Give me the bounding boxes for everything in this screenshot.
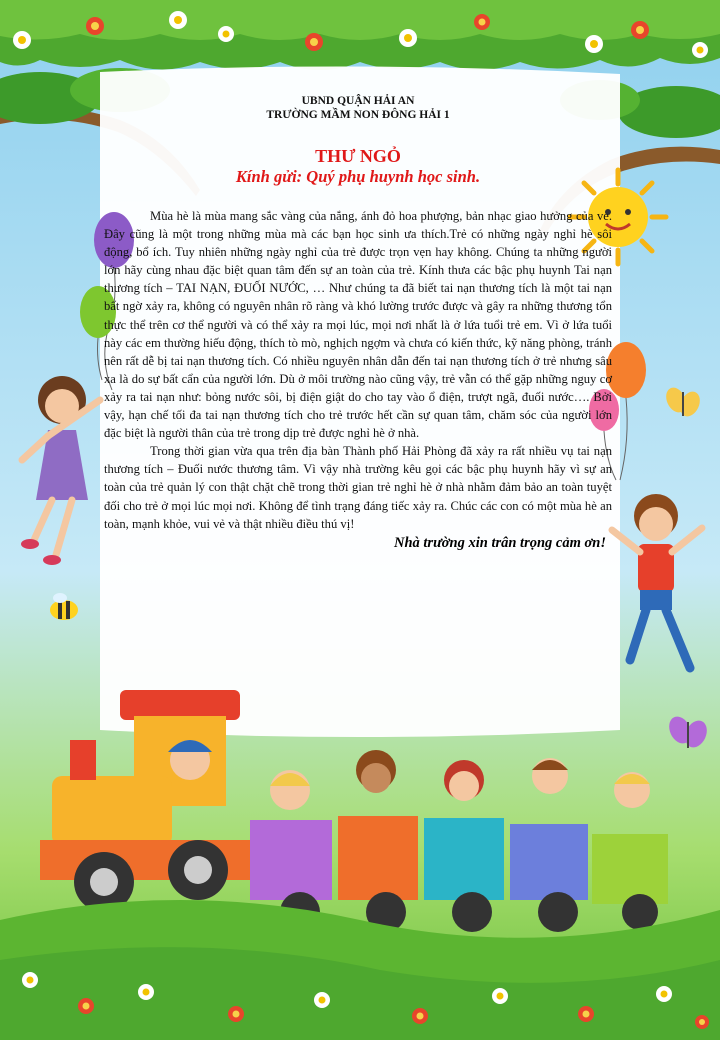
butterfly-icon [662,384,703,419]
org-line-2: TRƯỜNG MẦM NON ĐÔNG HẢI 1 [266,109,450,121]
leafy-border-top [0,0,720,70]
letter-body [104,207,612,533]
letter-title: THƯ NGỎ [315,146,401,166]
grass-ground [0,900,720,1040]
letter-header [104,94,612,122]
girl-left [21,376,100,565]
butterfly-purple-icon [665,713,711,751]
letter-paragraph-2: Trong thời gian vừa qua trên địa bàn Thành phố Hải Phòng đã xảy ra rất nhiều vụ tai nạn thương tích – Đuối nước thương tâm. Vì vậy nhà trường kêu gọi các bậc phụ huynh hãy vì sự an toàn của trẻ quản lý con thật chặt chẽ trong thời gian trẻ nghỉ hè ở nhà nhằm đảm bảo an toàn tuyệt đối cho trẻ ở mọi lúc mọi nơi. Không để tình trạng đáng tiếc xảy ra. Chúc các con có một mùa hè an toàn, mạnh khỏe, vui vẻ và thật nhiều điều thú vị! [104,444,612,531]
letter-content [104,84,612,724]
letter-closing: Nhà trường xin trân trọng cảm ơn! [393,534,606,551]
org-line-1: UBND QUẬN HẢI AN [301,95,415,107]
letter-paragraph-1: Mùa hè là mùa mang sắc vàng của nắng, ánh đỏ hoa phượng, bản nhạc giao hưởng của ve. Đây cũng là một trong những mùa mà các bạn học sinh ưa thích.Trẻ có những ngày nghỉ hè sôi động, bổ ích. Tuy nhiên những ngày nghỉ của trẻ được trọn vẹn hay không. Chúng ta những người lớn hãy cùng nhau đặc biệt quan tâm đến sự an toàn của trẻ. Kính thưa các bậc phụ huynh Tai nạn thương tích – TAI NẠN, ĐUỐI NƯỚC, … Như chúng ta đã biết tai nạn thương tích là một tai nạn bất ngờ xảy ra, không có nguyên nhân rõ ràng và khó lường trước được và gây ra những thương tổn thực thể trên cơ thể người và có thể xảy ra mọi lúc, mọi nơi nhất là ở lứa tuổi trẻ em. Vì ở lứa tuổi này các em thường hiếu động, thích tò mò, nghịch ngợm và chưa có kiến thức, kỹ năng phòng, tránh nên rất dễ bị tai nạn thương tích. Có nhiều nguyên nhân dẫn đến tai nạn thương tích ở trẻ nhưng sâu xa là do sự bất cẩn của người lớn. Dù ở môi trường nào cũng vậy, trẻ vẫn có thể gặp những nguy cơ xảy ra tai nạn như: bỏng nước sôi, bị điện giật do cho tay vào ổ điện, trượt ngã, đuối nước…. Bởi vậy, hạn chế tối đa tai nạn thương tích cho trẻ trước hết cần sự quan tâm, chăm sóc của người lớn đặc biệt là người thân của trẻ trong dịp trẻ được nghỉ hè ở nhà. [104,209,612,441]
boy-right [612,494,702,668]
letter-salutation: Kính gửi: Quý phụ huynh học sinh. [235,167,481,186]
bee-icon [50,593,78,620]
